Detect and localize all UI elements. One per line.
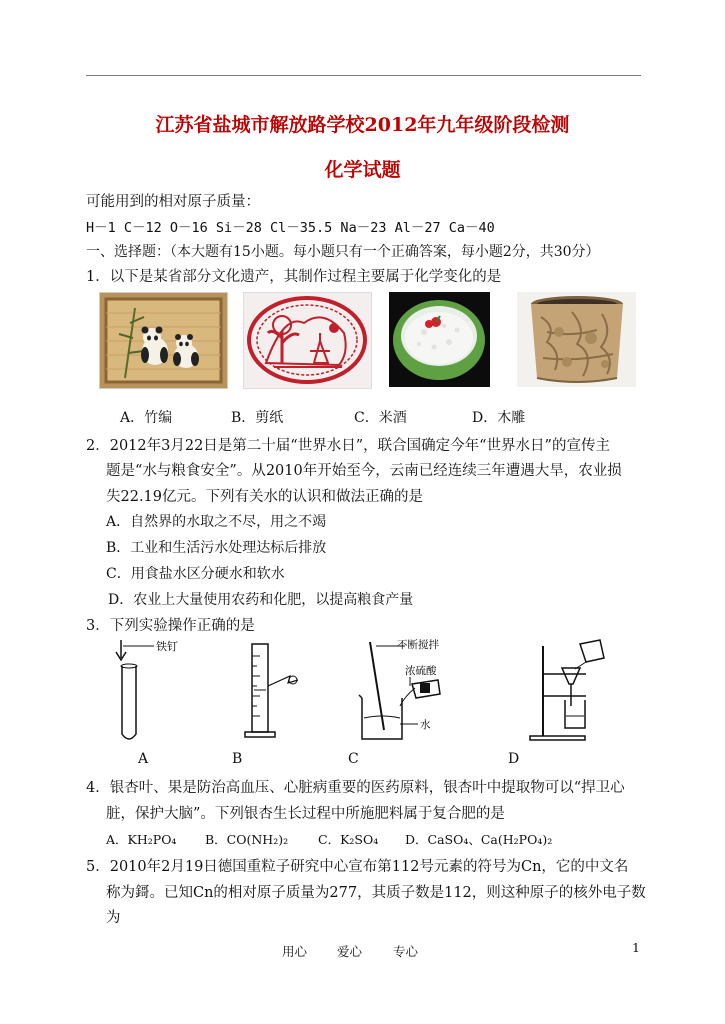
page-subtitle: 化学试题 [324,159,401,181]
question-2-stem-line-2: 题是“水与粮食安全”。从2010年开始至今，云南已经连续三年遭遇大旱，农业损 [106,463,622,479]
bamboo-panda-weaving-image [99,292,228,389]
question-2-option-d[interactable]: D．农业上大量使用农药和化肥，以提高粮食产量 [108,592,414,608]
header-rule [86,75,641,76]
question-2-option-c[interactable]: C．用食盐水区分硬水和软水 [106,566,285,582]
figure-b-graduated-cylinder [245,644,298,737]
question-5-stem-line-3: 为 [106,910,121,926]
question-1-option-c[interactable]: C．米酒 [354,410,407,426]
question-2-stem-line-1: 2．2012年3月22日是第二十届“世界水日”，联合国确定今年“世界水日”的宣传主 [86,438,610,454]
question-4-stem-line-2: 脏，保护大脑”。下列银杏生长过程中所施肥料属于复合肥的是 [106,806,505,822]
atomic-mass-label: 可能用到的相对原子质量： [86,194,260,210]
footer-motto-3: 专心 [393,944,419,959]
question-4-option-d[interactable]: D．CaSO₄、Ca(H₂PO₄)₂ [405,832,553,847]
atomic-mass-list: H－1 C－12 O－16 Si－28 Cl－35.5 Na－23 Al－27 Ca－40 [86,220,495,236]
question-2-stem-line-3: 失22.19亿元。下列有关水的认识和做法正确的是 [106,489,424,505]
question-1-option-b[interactable]: B．剪纸 [231,410,284,426]
question-1-option-a[interactable]: A．竹编 [120,410,173,426]
question-3-option-c[interactable]: C [348,751,359,767]
section-one-heading: 一、选择题：（本大题有15小题。每小题只有一个正确答案，每小题2分，共30分） [86,244,600,260]
question-4-option-c[interactable]: C．K₂SO₄ [318,832,379,847]
question-4-option-a[interactable]: A．KH₂PO₄ [106,832,177,847]
question-4-option-b[interactable]: B．CO(NH₂)₂ [205,832,289,847]
question-2-option-b[interactable]: B．工业和生活污水处理达标后排放 [106,540,327,556]
figure-label-nail: 铁钉 [156,640,178,653]
lab-operations-figure [100,636,640,746]
question-5-stem-line-2: 称为鎶。已知Cn的相对原子质量为277，其质子数是112，则这种原子的核外电子数 [106,885,646,901]
wood-carving-image [517,292,636,387]
question-3-option-b[interactable]: B [232,751,243,767]
footer-motto-1: 用心 [282,944,308,959]
figure-a-test-tube [116,639,178,739]
question-1-option-d[interactable]: D．木雕 [472,410,526,426]
question-5-stem-line-1: 5．2010年2月19日德国重粒子研究中心宣布第112号元素的符号为Cn，它的中文名 [86,859,629,875]
figure-label-acid: 浓硫酸 [405,665,437,677]
question-3-stem: 3．下列实验操作正确的是 [86,618,255,634]
question-1-stem: 1．以下是某省部分文化遗产，其制作过程主要属于化学变化的是 [86,269,502,285]
figure-label-stir: 不断搅拌 [397,639,439,651]
question-3-option-a[interactable]: A [138,751,149,767]
page-number: 1 [632,940,640,955]
papercut-image [243,292,372,389]
figure-label-water: 水 [420,719,431,731]
page-title: 江苏省盐城市解放路学校2012年九年级阶段检测 [155,114,570,136]
rice-wine-bowl-image [389,292,490,387]
question-3-option-d[interactable]: D [508,751,520,767]
question-2-option-a[interactable]: A．自然界的水取之不尽，用之不竭 [106,514,327,530]
footer-motto-2: 爱心 [337,944,363,959]
question-4-stem-line-1: 4．银杏叶、果是防治高血压、心脏病重要的医药原料，银杏叶中提取物可以“捍卫心 [86,780,625,796]
figure-c-dilution [359,638,440,739]
figure-d-filtration [530,640,604,740]
